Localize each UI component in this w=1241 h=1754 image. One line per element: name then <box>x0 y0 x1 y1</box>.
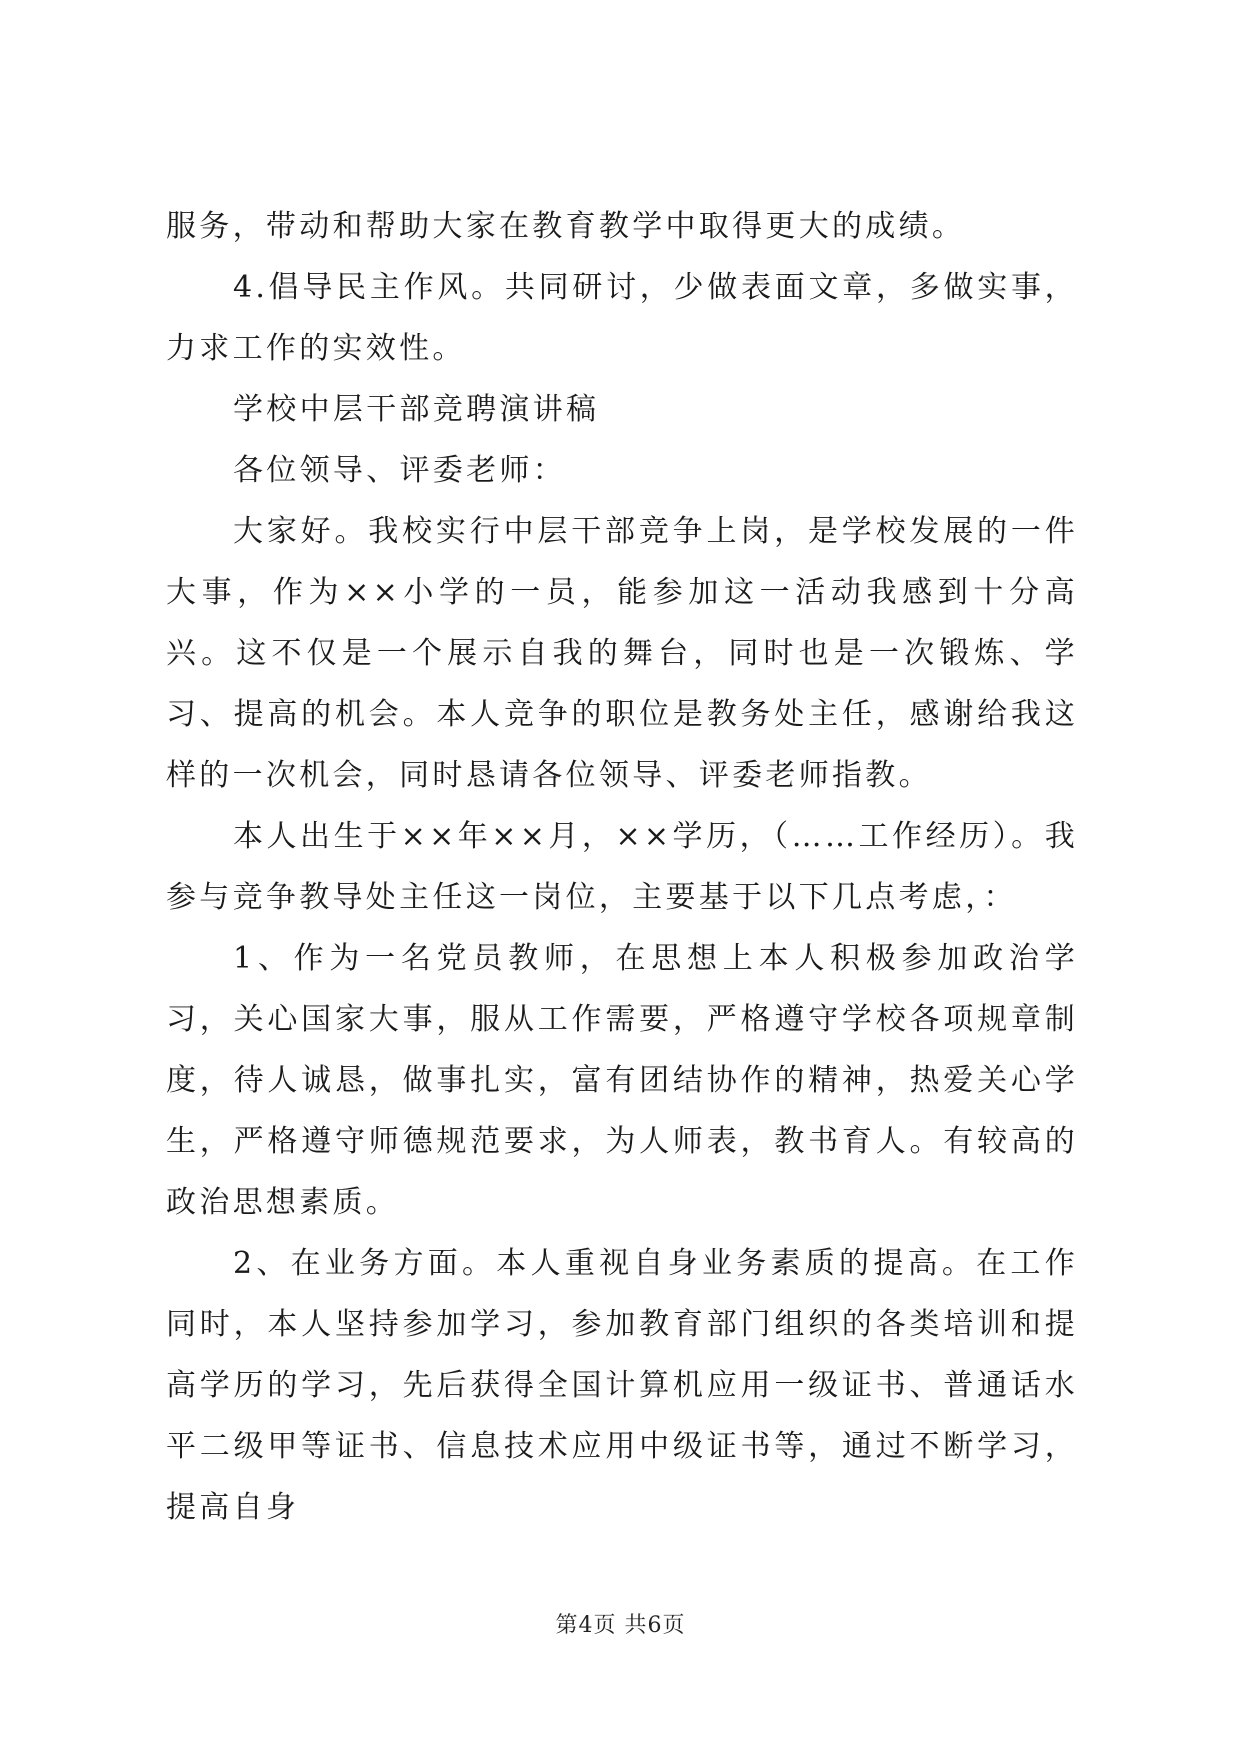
paragraph-background: 本人出生于××年××月，××学历，（……工作经历）。我参与竞争教导处主任这一岗位，主要基于以下几点考虑，： <box>166 819 1078 915</box>
document-body <box>166 196 1078 1538</box>
paragraph-greeting: 大家好。我校实行中层干部竞争上岗，是学校发展的一件大事，作为××小学的一员，能参加这一活动我感到十分高兴。这不仅是一个展示自我的舞台，同时也是一次锻炼、学习、提高的机会。本人竞争的职位是教务处主任，感谢给我这样的一次机会，同时恳请各位领导、评委老师指教。 <box>166 514 1078 793</box>
speech-title: 学校中层干部竞聘演讲稿 <box>233 392 600 427</box>
paragraph-item-4: 4.倡导民主作风。共同研讨，少做表面文章，多做实事，力求工作的实效性。 <box>166 270 1078 366</box>
salutation: 各位领导、评委老师： <box>233 453 566 488</box>
page-number-footer: 第4页 共6页 <box>555 1613 686 1638</box>
paragraph-point-1: 1、作为一名党员教师，在思想上本人积极参加政治学习，关心国家大事，服从工作需要，严格遵守学校各项规章制度，待人诚恳，做事扎实，富有团结协作的精神，热爱关心学生，严格遵守师德规范要求，为人师表，教书育人。有较高的政治思想素质。 <box>166 941 1078 1220</box>
paragraph-continuation: 服务，带动和帮助大家在教育教学中取得更大的成绩。 <box>166 209 966 244</box>
paragraph-point-2: 2、在业务方面。本人重视自身业务素质的提高。在工作同时，本人坚持参加学习，参加教育部门组织的各类培训和提高学历的学习，先后获得全国计算机应用一级证书、普通话水平二级甲等证书、信息技术应用中级证书等，通过不断学习，提高自身 <box>166 1246 1078 1525</box>
